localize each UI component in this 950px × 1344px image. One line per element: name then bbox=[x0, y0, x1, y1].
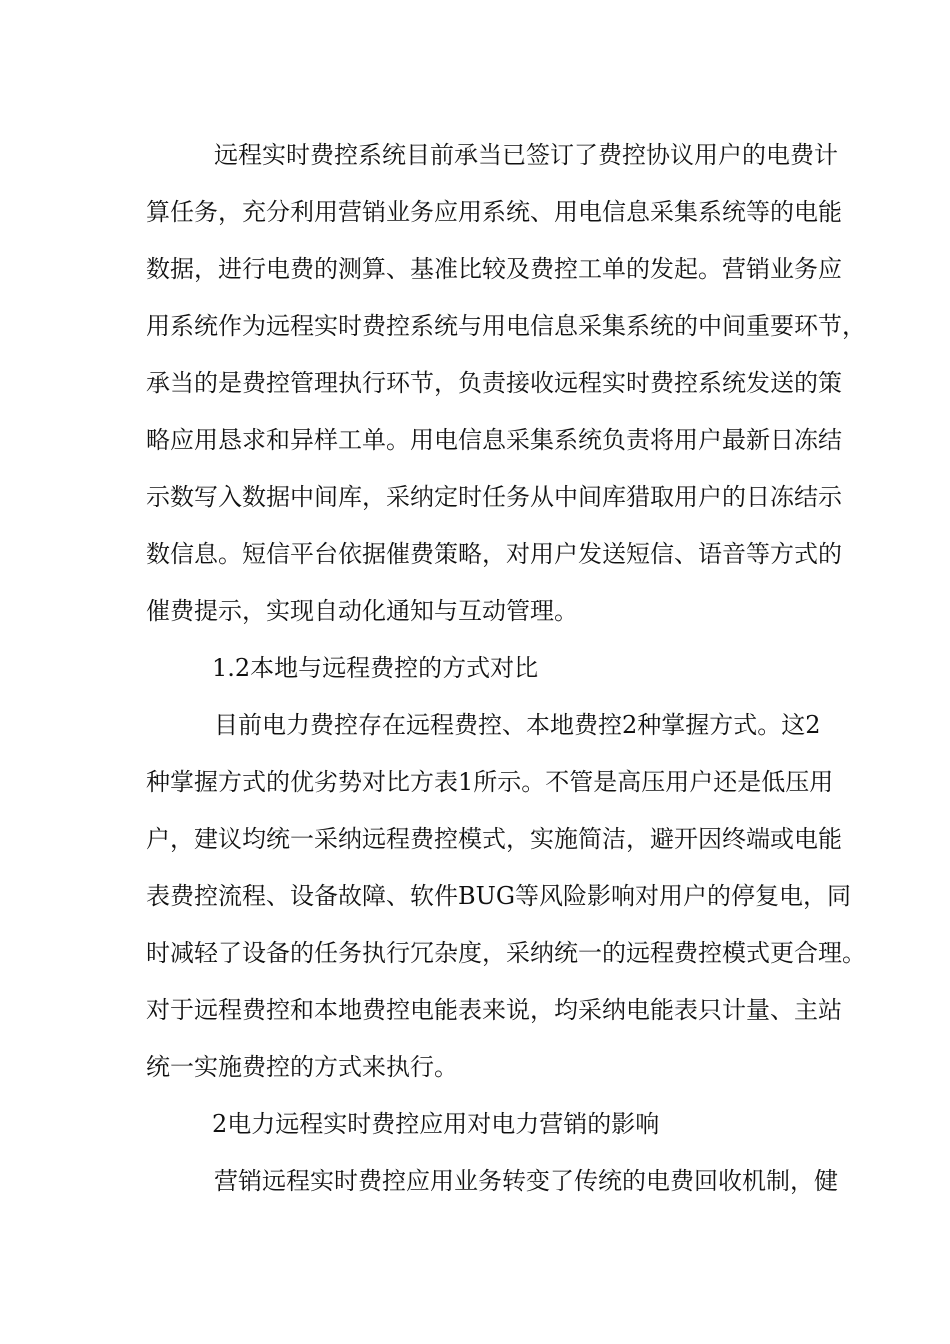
paragraph-1-line-1: 远程实时费控系统目前承当已签订了费控协议用户的电费计 bbox=[214, 141, 838, 169]
paragraph-2-line-1: 目前电力费控存在远程费控、本地费控2种掌握方式。这2 bbox=[214, 711, 821, 739]
section-heading-2: 2电力远程实时费控应用对电力营销的影响 bbox=[212, 1110, 660, 1138]
paragraph-3-line-1: 营销远程实时费控应用业务转变了传统的电费回收机制，健 bbox=[214, 1167, 838, 1195]
paragraph-2-line-5: 时减轻了设备的任务执行冗杂度，采纳统一的远程费控模式更合理。 bbox=[146, 939, 866, 967]
paragraph-2-line-4: 表费控流程、设备故障、软件BUG等风险影响对用户的停复电，同 bbox=[146, 882, 852, 910]
paragraph-2-line-3: 户，建议均统一采纳远程费控模式，实施简洁，避开因终端或电能 bbox=[146, 825, 842, 853]
paragraph-1-line-8: 数信息。短信平台依据催费策略，对用户发送短信、语音等方式的 bbox=[146, 540, 842, 568]
section-heading-1-2: 1.2本地与远程费控的方式对比 bbox=[212, 654, 539, 682]
paragraph-1-line-2: 算任务，充分利用营销业务应用系统、用电信息采集系统等的电能 bbox=[146, 198, 842, 226]
paragraph-1-line-9: 催费提示，实现自动化通知与互动管理。 bbox=[146, 597, 578, 625]
paragraph-2-line-7: 统一实施费控的方式来执行。 bbox=[146, 1053, 458, 1081]
paragraph-1-line-6: 略应用恳求和异样工单。用电信息采集系统负责将用户最新日冻结 bbox=[146, 426, 842, 454]
paragraph-1-line-7: 示数写入数据中间库，采纳定时任务从中间库猎取用户的日冻结示 bbox=[146, 483, 842, 511]
paragraph-1-line-5: 承当的是费控管理执行环节，负责接收远程实时费控系统发送的策 bbox=[146, 369, 842, 397]
paragraph-2-line-6: 对于远程费控和本地费控电能表来说，均采纳电能表只计量、主站 bbox=[146, 996, 842, 1024]
paragraph-2-line-2: 种掌握方式的优劣势对比方表1所示。不管是高压用户还是低压用 bbox=[146, 768, 834, 796]
paragraph-1-line-4: 用系统作为远程实时费控系统与用电信息采集系统的中间重要环节， bbox=[146, 312, 866, 340]
paragraph-1-line-3: 数据，进行电费的测算、基准比较及费控工单的发起。营销业务应 bbox=[146, 255, 842, 283]
